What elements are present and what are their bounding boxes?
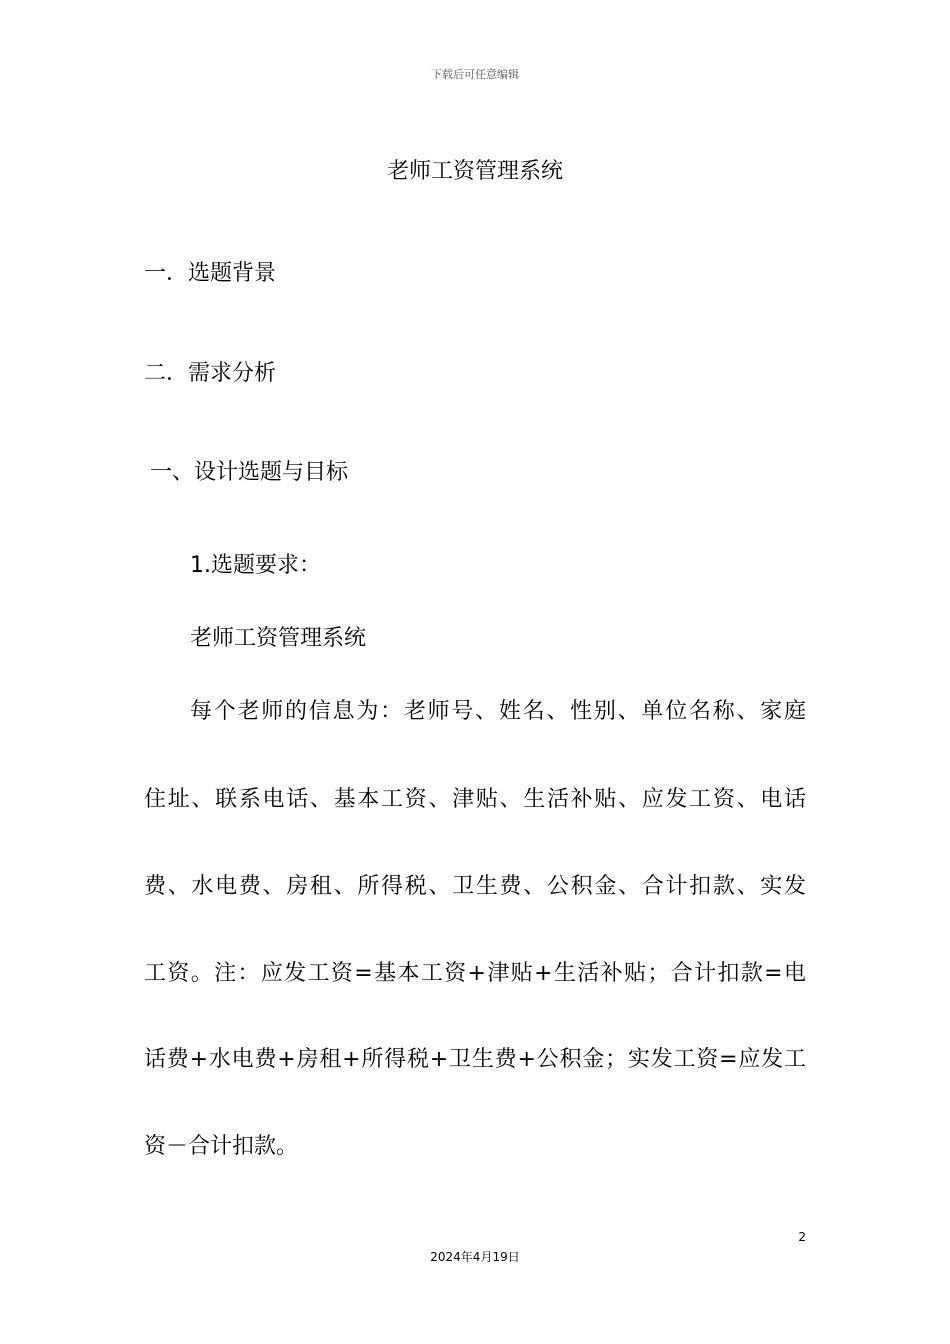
paragraph-line: 每个老师的信息为：老师号、姓名、性别、单位名称、家庭 [190,699,806,724]
section-heading-design-goals: 一、设计选题与目标 [150,460,349,485]
paragraph-line: 费、水电费、房租、所得税、卫生费、公积金、合计扣款、实发 [144,874,806,899]
paragraph-line: 话费+水电费+房租+所得税+卫生费+公积金；实发工资=应发工 [144,1047,806,1072]
section-heading-requirements: 二．需求分析 [144,361,277,386]
paragraph-line: 资－合计扣款。 [144,1134,299,1159]
paragraph-line: 工资。注：应发工资=基本工资+津贴+生活补贴；合计扣款=电 [144,961,806,986]
requirement-label: 1.选题要求： [190,553,321,578]
system-name: 老师工资管理系统 [190,626,367,651]
document-title: 老师工资管理系统 [386,159,563,184]
section-heading-background: 一．选题背景 [144,261,277,286]
page-number: 2 [798,1230,806,1244]
paragraph-line: 住址、联系电话、基本工资、津贴、生活补贴、应发工资、电话 [144,787,806,812]
header-note: 下载后可任意编辑 [431,68,519,81]
footer-date: 2024年4月19日 [430,1250,520,1264]
